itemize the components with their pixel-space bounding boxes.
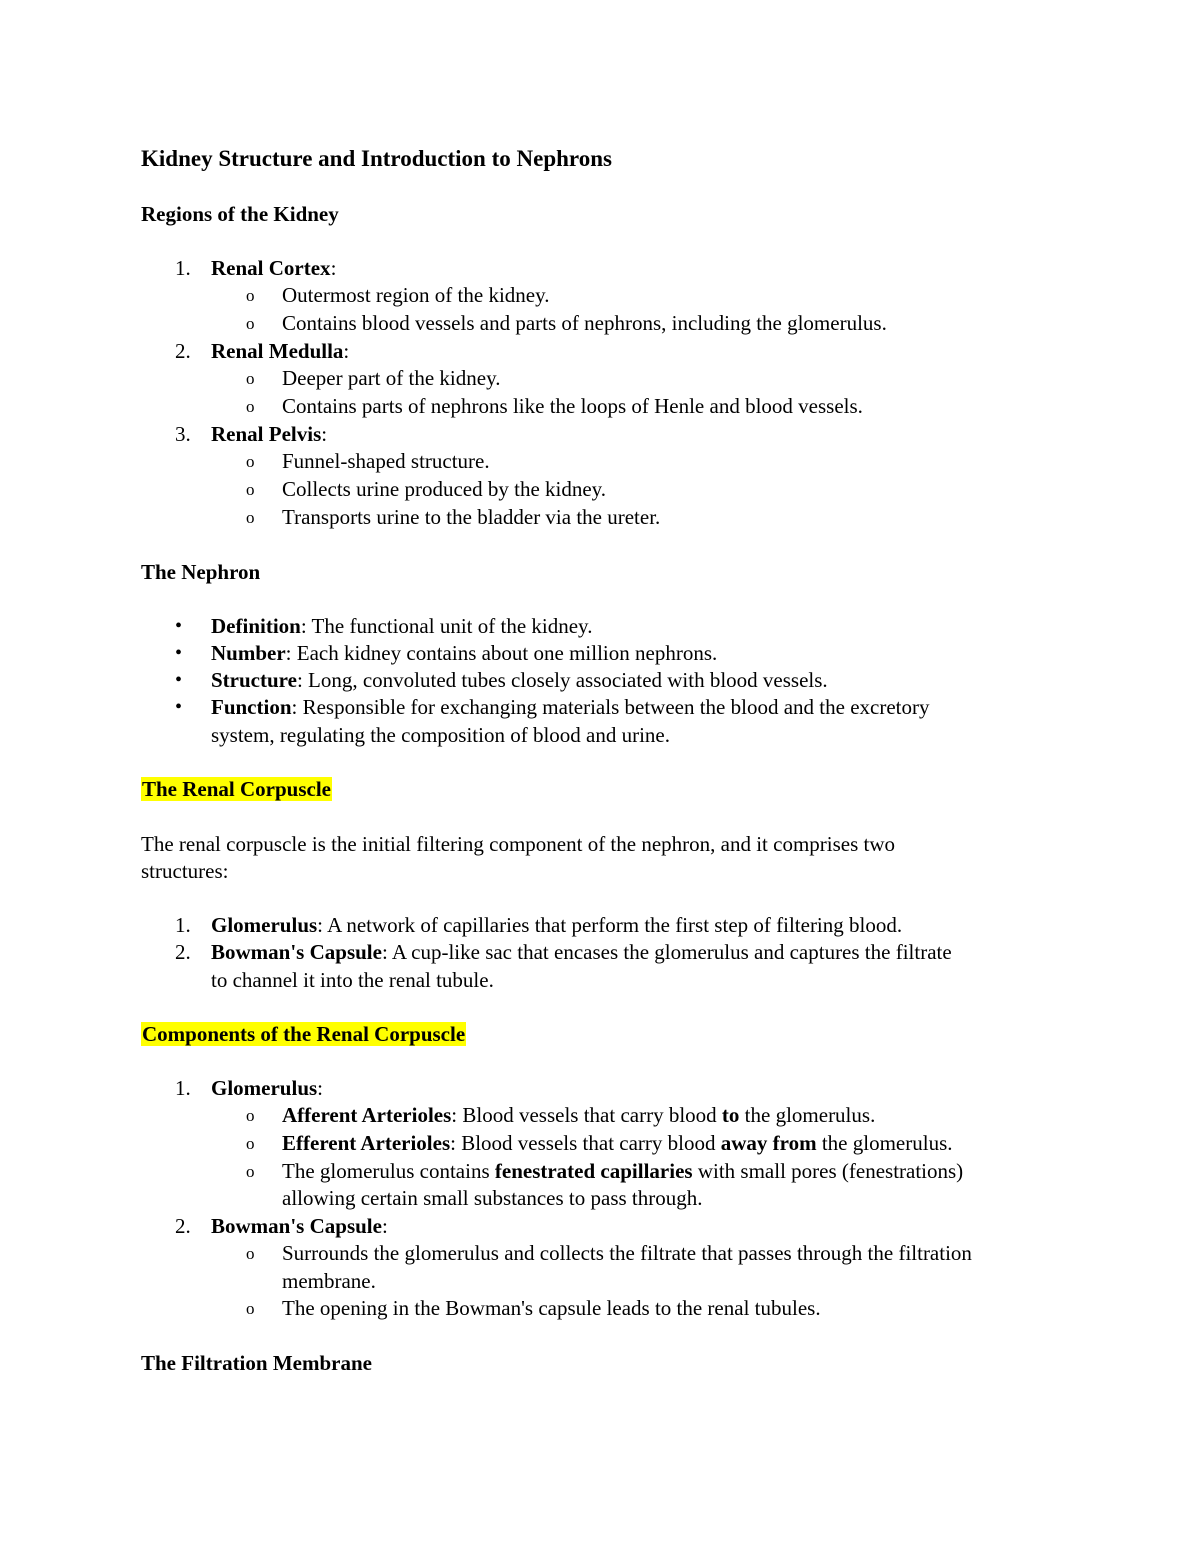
bullet-icon: •: [175, 615, 183, 637]
colon: :: [381, 1214, 388, 1238]
bullet-text: : Responsible for exchanging materials between the blood and the excretory: [291, 695, 930, 719]
term: Definition: [211, 614, 301, 638]
section-heading-components: [141, 1021, 466, 1048]
bullet-text: : Each kidney contains about one million nephrons.: [285, 641, 718, 665]
highlighted-heading: The Renal Corpuscle: [142, 777, 331, 801]
circle-bullet-icon: o: [246, 397, 255, 416]
list-number: 1.: [175, 1076, 191, 1100]
bullet-text: : Long, convoluted tubes closely associated with blood vessels.: [296, 668, 828, 692]
sub-item-text: Funnel-shaped structure.: [282, 449, 490, 473]
term: Glomerulus: [211, 913, 318, 937]
list-number: 1.: [175, 913, 191, 937]
circle-bullet-icon: o: [246, 314, 255, 333]
term: Structure: [211, 668, 297, 692]
circle-bullet-icon: o: [246, 480, 255, 499]
list-number: 2.: [175, 940, 191, 964]
bullet-text-continued: system, regulating the composition of blood and urine.: [211, 723, 671, 747]
circle-bullet-icon: o: [246, 1134, 255, 1153]
sub-item-text: Outermost region of the kidney.: [282, 283, 550, 307]
term: Function: [211, 695, 292, 719]
emphasis: to: [721, 1103, 740, 1127]
term: Glomerulus: [211, 1076, 318, 1100]
item-text-continued: to channel it into the renal tubule.: [211, 968, 494, 992]
page-title: Kidney Structure and Introduction to Nephrons: [141, 146, 612, 171]
circle-bullet-icon: o: [246, 1244, 255, 1263]
text: : Blood vessels that carry blood: [451, 1103, 722, 1127]
list-number: 3.: [175, 422, 191, 446]
term: Number: [211, 641, 286, 665]
section-heading-nephron: The Nephron: [141, 560, 261, 584]
circle-bullet-icon: o: [246, 452, 255, 471]
term: Afferent Arterioles: [282, 1103, 452, 1127]
colon: :: [317, 1076, 324, 1100]
circle-bullet-icon: o: [246, 1162, 255, 1181]
circle-bullet-icon: o: [246, 369, 255, 388]
text: : Blood vessels that carry blood: [450, 1131, 721, 1155]
sub-item-text: The opening in the Bowman's capsule leads to the renal tubules.: [282, 1296, 821, 1320]
sub-item-text: Surrounds the glomerulus and collects the filtrate that passes through the filtration: [282, 1241, 972, 1265]
circle-bullet-icon: o: [246, 1106, 255, 1125]
text: the glomerulus.: [739, 1103, 876, 1127]
sub-item-text-continued: allowing certain small substances to pass through.: [282, 1186, 703, 1210]
term: Efferent Arterioles: [282, 1131, 451, 1155]
sub-item-text: Contains blood vessels and parts of nephrons, including the glomerulus.: [282, 311, 887, 335]
bullet-text: : The functional unit of the kidney.: [300, 614, 593, 638]
colon: :: [321, 422, 328, 446]
term: Bowman's Capsule: [211, 940, 382, 964]
colon: :: [343, 339, 350, 363]
emphasis: fenestrated capillaries: [494, 1159, 693, 1183]
list-number: 1.: [175, 256, 191, 280]
sub-item-text: Contains parts of nephrons like the loops of Henle and blood vessels.: [282, 394, 863, 418]
list-number: 2.: [175, 1214, 191, 1238]
sub-item-text-continued: membrane.: [282, 1269, 376, 1293]
circle-bullet-icon: o: [246, 286, 255, 305]
section-heading-renal-corpuscle: [141, 776, 332, 803]
circle-bullet-icon: o: [246, 1299, 255, 1318]
sub-item-text: Collects urine produced by the kidney.: [282, 477, 607, 501]
section-heading-filtration-membrane: The Filtration Membrane: [141, 1351, 372, 1375]
text: The glomerulus contains: [282, 1159, 495, 1183]
circle-bullet-icon: o: [246, 508, 255, 527]
item-text: : A cup-like sac that encases the glomerulus and captures the filtrate: [381, 940, 952, 964]
colon: :: [330, 256, 337, 280]
sub-item-text: Deeper part of the kidney.: [282, 366, 501, 390]
emphasis: away from: [720, 1131, 817, 1155]
paragraph-line: structures:: [141, 859, 229, 883]
section-heading-regions: Regions of the Kidney: [141, 202, 339, 226]
term: Renal Cortex: [211, 256, 331, 280]
bullet-icon: •: [175, 696, 183, 718]
bullet-icon: •: [175, 642, 183, 664]
paragraph-line: The renal corpuscle is the initial filtering component of the nephron, and it comprises two: [141, 832, 896, 856]
term: Renal Pelvis: [211, 422, 322, 446]
item-text: : A network of capillaries that perform the first step of filtering blood.: [317, 913, 903, 937]
term: Bowman's Capsule: [211, 1214, 382, 1238]
term: Renal Medulla: [211, 339, 344, 363]
sub-item-text: Transports urine to the bladder via the ureter.: [282, 505, 661, 529]
text: with small pores (fenestrations): [692, 1159, 964, 1183]
bullet-icon: •: [175, 669, 183, 691]
list-number: 2.: [175, 339, 191, 363]
highlighted-heading: Components of the Renal Corpuscle: [142, 1022, 466, 1046]
text: the glomerulus.: [816, 1131, 953, 1155]
